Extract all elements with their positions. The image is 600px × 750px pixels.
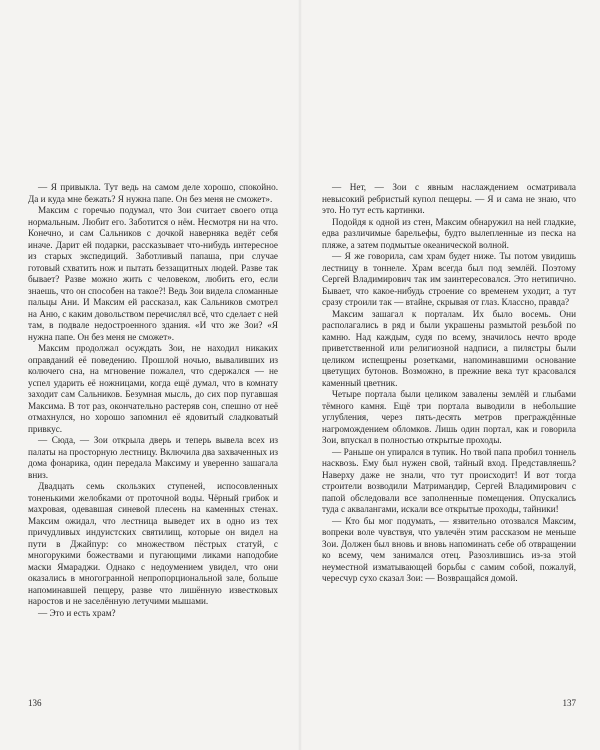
paragraph: Четыре портала были целиком завалены землёй и глыбами тёмного камня. Ещё три портала выводили в небольшие углубления, через пять-десять метров преграждённые нагромождением обломков. Лишь один портал, как и говорила Зои, впускал в полностью открытые проходы. bbox=[322, 389, 576, 445]
page-number: 136 bbox=[28, 698, 42, 708]
paragraph: — Я привыкла. Тут ведь на самом деле хорошо, спокойно. Да и куда мне бежать? Я нужна папе. Он без меня не сможет». bbox=[28, 182, 278, 204]
page-number: 137 bbox=[562, 698, 576, 708]
paragraph: Двадцать семь скользких ступеней, испосовленных тоненькими желобками от проточной воды. Чёрный грибок и махровая, одевавшая синевой плесень на каменных стенах. Максим ожидал, что лестница выведет их в одно из тех причудливых индуистских святилищ, которые он видел на пути в Джайпур: со множеством пёстрых статуй, с многорукими божествами и пугающими ликами наподобие маски Ямараджи. Однако с недоумением увидел, что они оказались в многогранной непропорциональной зале, больше напоминавшей пещеру, разве что лишённую известковых наростов и не заселённую летучими мышами. bbox=[28, 481, 278, 606]
paragraph: Подойдя к одной из стен, Максим обнаружил на ней гладкие, едва различимые барельефы, будто вылепленные из песка на пляже, а затем подмытые океанической волной. bbox=[322, 216, 576, 250]
paragraph: — Это и есть храм? bbox=[38, 607, 116, 618]
left-page-text bbox=[28, 182, 278, 619]
paragraph: — Сюда, — Зои открыла дверь и теперь вывела всех из палаты на просторную лестницу. Включила два захваченных из дома фонарика, один передала Максиму и уверенно зашагала вниз. bbox=[28, 435, 278, 480]
paragraph: Максим продолжал осуждать Зои, не находил никаких оправданий её поведению. Прошлой ночью, вываливших из колючего сна, на мгновение пожалел, что сдержался — не успел ударить её ножницами, когда ещё думал, что в комнату заходит сам Сальников. Безумная мысль, до сих пор пугавшая Максима. В тот раз, окончательно растеряв сон, спешно от неё отмахнулся, но хорошо запомнил её ядовитый сладковатый привкус. bbox=[28, 343, 278, 434]
paragraph: Максим зашагал к порталам. Их было восемь. Они располагались в ряд и были украшены размытой резьбой по камню. Над каждым, судя по всему, значилось нечто вроде приветственной или религиозной надписи, а пилястры были целиком испещрены розетками, напоминавшими основание цветущих бутонов. Возможно, в прежние века тут красовался каменный цветник. bbox=[322, 308, 576, 388]
paragraph: — Нет, — Зои с явным наслаждением осматривала невысокий ребристый купол пещеры. — Я и сама не знаю, что это. Но тут есть картинки. bbox=[322, 182, 576, 215]
right-page bbox=[300, 0, 600, 750]
paragraph: — Кто бы мог подумать, — язвительно отозвался Максим, вопреки воле чувствуя, что увлечён этим рассказом не меньше Зои. Должен был вновь и вновь напоминать себе об отвращении ко всему, чем занимался отец. Разозлившись из-за этой неуместной изматывающей борьбы с самим собой, пожалуй, чересчур сухо сказал Зои: — Возвращайся домой. bbox=[322, 515, 576, 583]
paragraph: — Я же говорила, сам храм будет ниже. Ты потом увидишь лестницу в тоннеле. Храм всегда был под землёй. Поэтому Сергей Владимирович так им заинтересовался. Это нетипично. Бывает, что какое-нибудь строение со временем уходит, а тут сразу строили так — втайне, скрывая от глаз. Классно, правда? bbox=[322, 251, 576, 307]
right-page-text bbox=[322, 182, 576, 585]
paragraph: — Раньше он упирался в тупик. Но твой папа пробил тоннель насквозь. Ему был нужен свой, тайный вход. Представляешь? Наверху даже не знали, что тут происходит! И вот тогда строители возводили Матримандир, Сергей Владимирович с папой обследовали все заполненные помещения. Опускались туда с аквалангами, искали все открытые проходы, тайники! bbox=[322, 446, 576, 514]
paragraph: Максим с горечью подумал, что Зои считает своего отца нормальным. Любит его. Заботится о нём. Несмотря ни на что. Конечно, и сам Сальников с дочкой наверняка ведёт себя иначе. Дарит ей подарки, рассказывает что-нибудь интересное из старых экспедиций. Заботливый папаша, при случае готовый схватить нож и пытать беззащитных людей. Разве так бывает? Разве можно жить с человеком, любить его, если знаешь, что он способен на такое?! Ведь Зои видела сломанные пальцы Ани. И Максим ей рассказал, как Сальников смотрел на Аню, с каким довольством перечислял всё, что сделает с ней там, в подвале недостроенного здания. «И что же Зои? «Я нужна папе. Он без меня не сможет». bbox=[28, 205, 278, 342]
